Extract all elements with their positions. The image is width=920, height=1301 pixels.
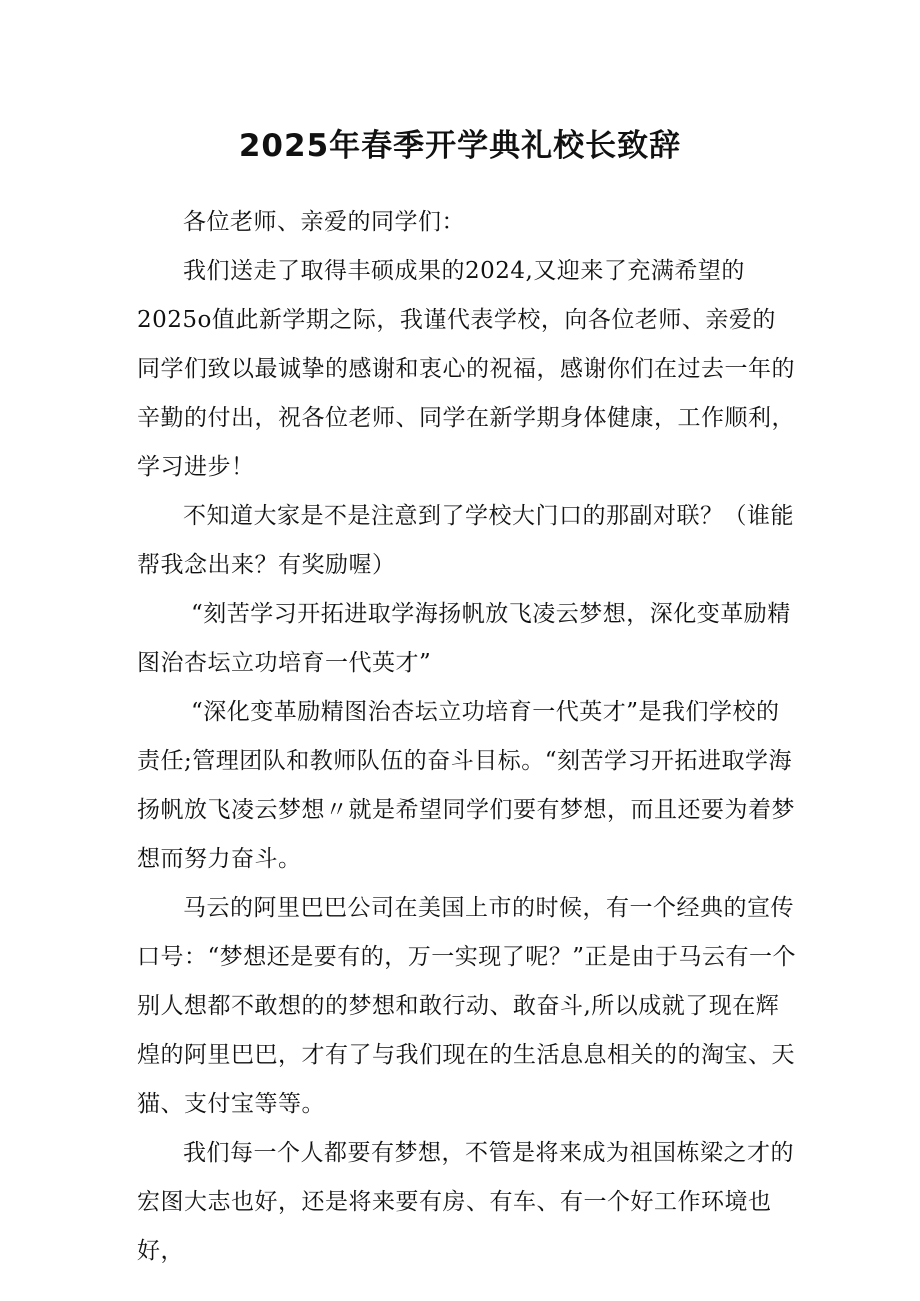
paragraph-everyone-dreams: 我们每一个人都要有梦想，不管是将来成为祖国栋梁之才的宏图大志也好，还是将来要有房、有车、有一个好工作环境也好， [137, 1140, 794, 1264]
paragraph-jack-ma-story: 马云的阿里巴巴公司在美国上市的时候，有一个经典的宣传口号：“梦想还是要有的，万一实现了呢？”正是由于马云有一个别人想都不敢想的的梦想和敢行动、敢奋斗,所以成就了现在辉煌的阿里巴巴，才有了与我们现在的生活息息相关的的淘宝、天猫、支付宝等等。 [137, 895, 797, 1117]
paragraph-couplet-meaning: “深化变革励精图治杏坛立功培育一代英才”是我们学校的责任;管理团队和教师队伍的奋斗目标。“刻苦学习开拓进取学海扬帆放飞凌云梦想〃就是希望同学们要有梦想，而且还要为着梦想而努力奋斗。 [137, 699, 795, 872]
paragraph-couplet-text: “刻苦学习开拓进取学海扬帆放飞凌云梦想，深化变革励精图治杏坛立功培育一代英才” [137, 601, 791, 676]
paragraph-new-year-wishes: 我们送走了取得丰硕成果的2024,又迎来了充满希望的2025o值此新学期之际，我谨代表学校，向各位老师、亲爱的同学们致以最诚挚的感谢和衷心的祝福，感谢你们在过去一年的辛勤的付出，祝各位老师、同学在新学期身体健康，工作顺利，学习进步！ [137, 258, 795, 480]
paragraph-greeting: 各位老师、亲爱的同学们： [183, 209, 465, 235]
paragraph-couplet-question: 不知道大家是不是注意到了学校大门口的那副对联？（谁能帮我念出来？有奖励喔） [137, 503, 794, 578]
document-title: 2025年春季开学典礼校长致辞 [238, 127, 682, 164]
document-body [137, 198, 797, 1276]
